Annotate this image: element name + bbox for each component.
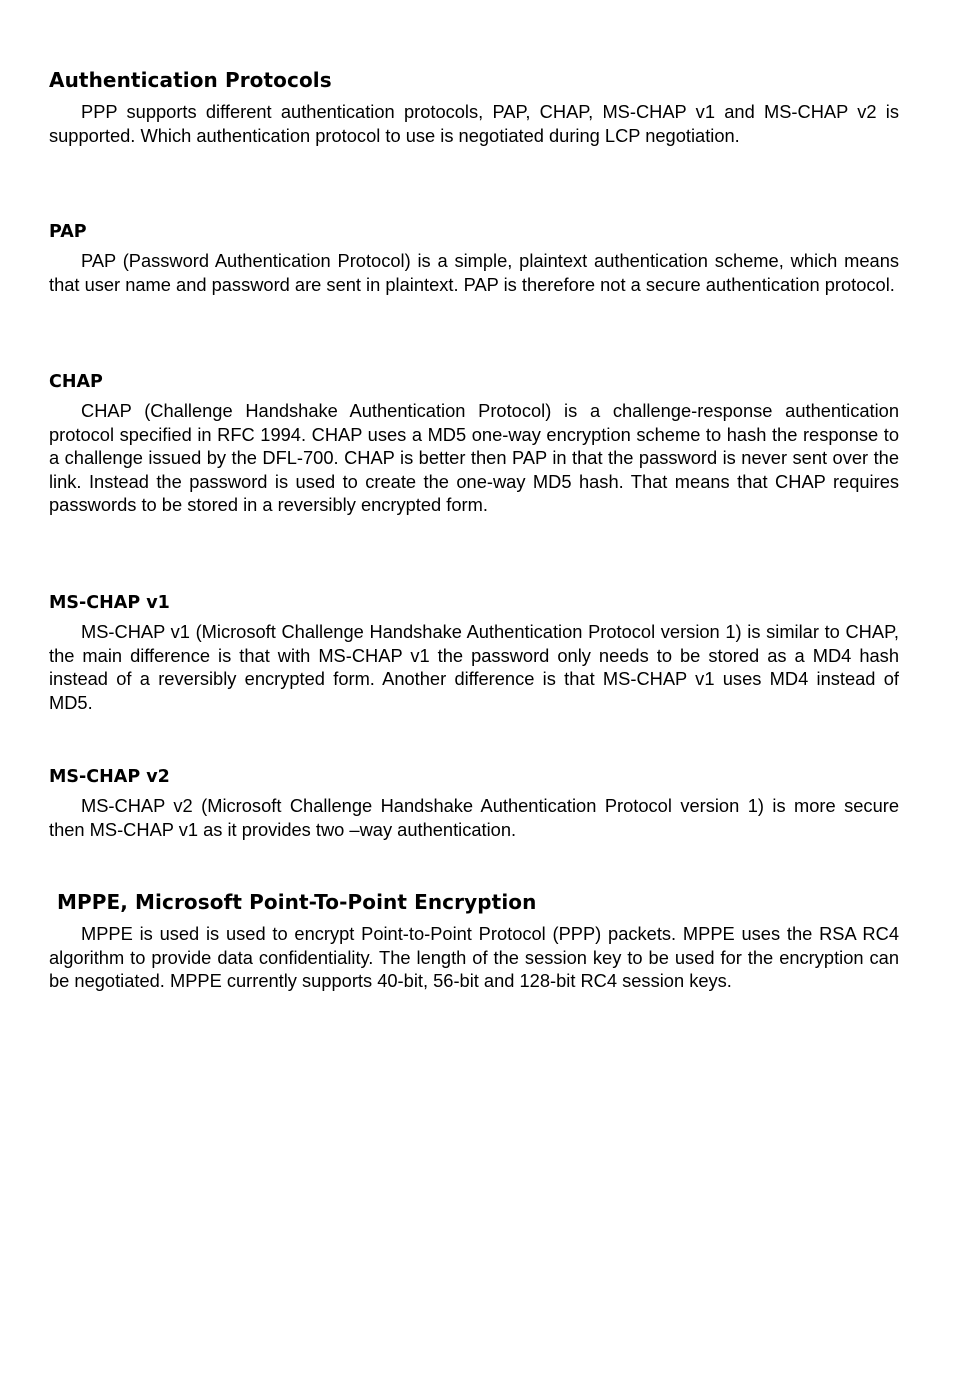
section-chap (49, 369, 899, 517)
section-body: MS-CHAP v1 (Microsoft Challenge Handshake Authentication Protocol version 1) is similar to CHAP, the main difference is that with MS-CHAP v1 the password only needs to be stored as a MD4 hash instead of a reversibly encrypted form. Another difference is that MS-CHAP v1 uses MD4 instead of MD5. (49, 621, 899, 713)
section-body: PAP (Password Authentication Protocol) is a simple, plaintext authentication scheme, which means that user name and password are sent in plaintext. PAP is therefore not a secure authentication protocol. (49, 250, 899, 295)
section-body: MPPE is used is used to encrypt Point-to-Point Protocol (PPP) packets. MPPE uses the RSA RC4 algorithm to provide data confidentiality. The length of the session key to be used for the encryption can be negotiated. MPPE currently supports 40-bit, 56-bit and 128-bit RC4 session keys. (49, 923, 899, 992)
subsection-heading: MS-CHAP v2 (49, 767, 170, 787)
section-ms-chap-v2 (49, 764, 899, 841)
section-heading: Authentication Protocols (49, 68, 332, 92)
section-ms-chap-v1 (49, 590, 899, 714)
subsection-heading: CHAP (49, 372, 103, 392)
section-body: PPP supports different authentication protocols, PAP, CHAP, MS-CHAP v1 and MS-CHAP v2 is supported. Which authentication protocol to use is negotiated during LCP negotiation. (49, 101, 899, 146)
section-heading: MPPE, Microsoft Point-To-Point Encryption (57, 890, 537, 914)
section-body: CHAP (Challenge Handshake Authentication Protocol) is a challenge-response authentication protocol specified in RFC 1994. CHAP uses a MD5 one-way encryption scheme to hash the response to a challenge issued by the DFL-700. CHAP is better then PAP in that the password is never sent over the link. Instead the password is used to create the one-way MD5 hash. That means that CHAP requires passwords to be stored in a reversibly encrypted form. (49, 400, 899, 516)
subsection-heading: MS-CHAP v1 (49, 593, 170, 613)
document-page (49, 64, 899, 992)
subsection-heading: PAP (49, 222, 87, 242)
section-body: MS-CHAP v2 (Microsoft Challenge Handshake Authentication Protocol version 1) is more secure then MS-CHAP v1 as it provides two –way authentication. (49, 795, 899, 840)
section-authentication-protocols (49, 64, 899, 147)
section-mppe (49, 886, 899, 993)
section-pap (49, 219, 899, 296)
